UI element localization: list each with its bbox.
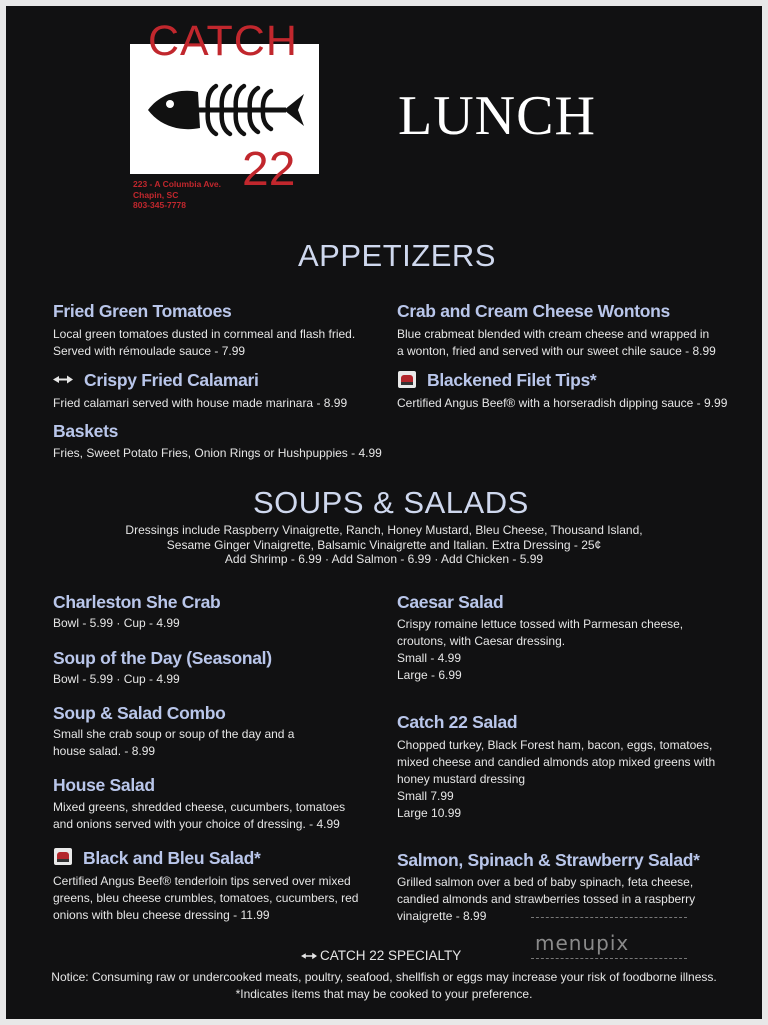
desc-line: croutons, with Caesar dressing. [397, 634, 566, 648]
item-title: Crispy Fried Calamari [84, 370, 259, 390]
item-description [53, 799, 345, 833]
health-notice [0, 969, 768, 1003]
specialty-legend: CATCH 22 SPECIALTY [320, 948, 462, 963]
menu-title: LUNCH [398, 85, 596, 147]
desc-line: onions with bleu cheese dressing - 11.99 [53, 908, 270, 922]
restaurant-address [133, 179, 221, 211]
item-description: Fries, Sweet Potato Fries, Onion Rings or Hushpuppies - 4.99 [53, 446, 382, 460]
watermark-text: menupix [535, 931, 630, 955]
item-title: Soup of the Day (Seasonal) [53, 648, 272, 668]
desc-line: Local green tomatoes dusted in cornmeal and flash fried. [53, 327, 356, 341]
fish-skeleton-icon [146, 80, 308, 142]
item-title: Charleston She Crab [53, 592, 221, 612]
item-description: Fried calamari served with house made marinara - 8.99 [53, 396, 348, 410]
desc-line: Grilled salmon over a bed of baby spinach, feta cheese, [397, 875, 694, 889]
item-description: Bowl - 5.99 · Cup - 4.99 [53, 672, 180, 686]
dressing-line: Dressings include Raspberry Vinaigrette, Ranch, Honey Mustard, Bleu Cheese, Thousand Island, [125, 523, 643, 537]
desc-line: Large - 6.99 [397, 668, 462, 682]
item-description [53, 326, 355, 360]
desc-line: Small 7.99 [397, 789, 454, 803]
desc-line: mixed cheese and candied almonds atop mixed greens with [397, 755, 716, 769]
address-city: Chapin, SC [133, 189, 179, 200]
address-line: 223 - A Columbia Ave. [133, 179, 222, 189]
specialty-arrow-icon [301, 952, 317, 960]
dressing-info [0, 523, 768, 567]
item-description [53, 873, 358, 924]
item-description [397, 737, 715, 822]
item-description [397, 616, 683, 684]
specialty-arrow-icon [53, 375, 73, 384]
item-description: Certified Angus Beef® with a horseradish dipping sauce - 9.99 [397, 396, 728, 410]
logo-catch-text: CATCH [148, 17, 298, 65]
logo-22-text: 22 [242, 143, 296, 196]
item-title: Baskets [53, 421, 119, 441]
item-title: Caesar Salad [397, 592, 504, 612]
desc-line: Small - 4.99 [397, 651, 462, 665]
menupix-watermark [531, 917, 687, 959]
dressing-line: Sesame Ginger Vinaigrette, Balsamic Vinaigrette and Italian. Extra Dressing - 25¢ [166, 537, 602, 552]
desc-line: greens, bleu cheese crumbles, tomatoes, cucumbers, red [53, 891, 359, 905]
item-title: Soup & Salad Combo [53, 703, 226, 723]
desc-line: a wonton, fried and served with our sweet chile sauce - 8.99 [397, 344, 716, 358]
desc-line: house salad. - 8.99 [53, 744, 156, 758]
desc-line: honey mustard dressing [397, 772, 526, 786]
notice-text: Notice: Consuming raw or undercooked meats, poultry, seafood, shellfish or eggs may increase your risk of foodborne illness. [51, 970, 717, 984]
address-phone: 803-345-7778 [133, 200, 186, 210]
desc-line: candied almonds and strawberries tossed in a raspberry [397, 892, 696, 906]
item-description: Bowl - 5.99 · Cup - 4.99 [53, 616, 180, 630]
desc-line: Chopped turkey, Black Forest ham, bacon, eggs, tomatoes, [397, 738, 713, 752]
appetizers-heading: APPETIZERS [298, 238, 496, 273]
indicates-text: *Indicates items that may be cooked to your preference. [235, 987, 533, 1001]
item-description [53, 726, 294, 760]
desc-line: vinaigrette - 8.99 [397, 909, 487, 923]
desc-line: and onions served with your choice of dressing. - 4.99 [53, 817, 340, 831]
item-title: Catch 22 Salad [397, 712, 518, 732]
item-title: House Salad [53, 775, 155, 795]
desc-line: Small she crab soup or soup of the day and a [53, 727, 295, 741]
desc-line: Certified Angus Beef® tenderloin tips served over mixed [53, 874, 351, 888]
desc-line: Mixed greens, shredded cheese, cucumbers, tomatoes [53, 800, 346, 814]
item-title: Blackened Filet Tips* [427, 370, 597, 390]
angus-beef-icon [398, 371, 416, 388]
item-title: Crab and Cream Cheese Wontons [397, 301, 670, 321]
soups-salads-heading: SOUPS & SALADS [253, 485, 529, 520]
angus-beef-icon [54, 848, 72, 865]
item-description [397, 326, 716, 360]
desc-line: Served with rémoulade sauce - 7.99 [53, 344, 246, 358]
item-title: Black and Bleu Salad* [83, 848, 261, 868]
item-title: Salmon, Spinach & Strawberry Salad* [397, 850, 700, 870]
desc-line: Large 10.99 [397, 806, 462, 820]
add-ons-line: Add Shrimp - 6.99 · Add Salmon - 6.99 · Add Chicken - 5.99 [224, 552, 544, 566]
desc-line: Blue crabmeat blended with cream cheese and wrapped in [397, 327, 710, 341]
desc-line: Crispy romaine lettuce tossed with Parmesan cheese, [397, 617, 684, 631]
item-title: Fried Green Tomatoes [53, 301, 232, 321]
